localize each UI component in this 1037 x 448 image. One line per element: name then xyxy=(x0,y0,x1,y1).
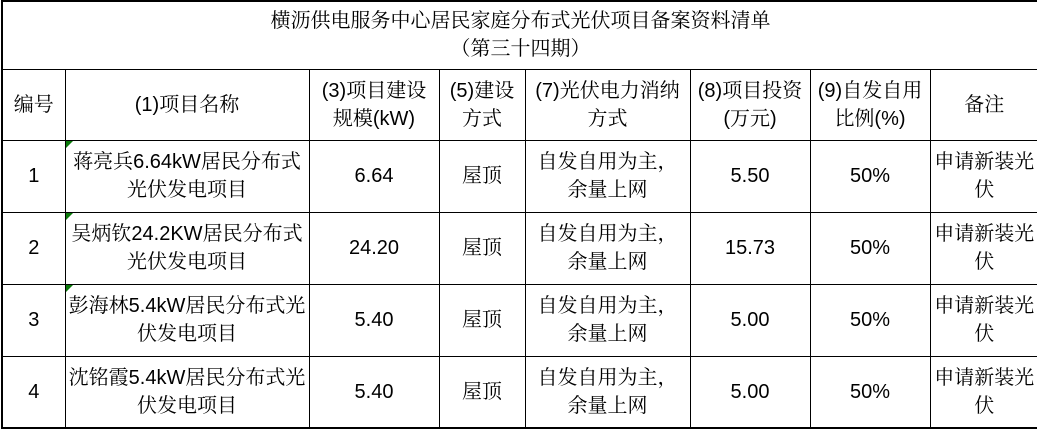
cell-investment: 15.73 xyxy=(690,212,810,284)
cell-self-use-ratio: 50% xyxy=(810,212,930,284)
project-name-text: 蒋亮兵6.64kW居民分布式光伏发电项目 xyxy=(73,151,301,201)
cell-self-use-ratio: 50% xyxy=(810,284,930,356)
cell-no: 2 xyxy=(2,212,65,284)
table-row xyxy=(2,140,1037,212)
cell-build-type: 屋顶 xyxy=(439,212,525,284)
error-indicator-icon xyxy=(66,285,73,292)
cell-consumption: 自发自用为主，余量上网 xyxy=(525,212,690,284)
cell-consumption: 自发自用为主，余量上网 xyxy=(525,284,690,356)
cell-remark: 申请新装光伏 xyxy=(930,140,1037,212)
cell-scale: 5.40 xyxy=(309,356,439,428)
cell-consumption: 自发自用为主，余量上网 xyxy=(525,140,690,212)
col-header-scale: (3)项目建设规模(kW) xyxy=(309,69,439,140)
cell-self-use-ratio: 50% xyxy=(810,356,930,428)
col-header-self-use-ratio: (9)自发自用比例(%) xyxy=(810,69,930,140)
cell-investment: 5.50 xyxy=(690,140,810,212)
cell-project-name xyxy=(65,356,309,428)
project-name-text: 沈铭霞5.4kW居民分布式光伏发电项目 xyxy=(68,366,306,417)
col-header-remark: 备注 xyxy=(930,69,1037,140)
cell-build-type: 屋顶 xyxy=(439,140,525,212)
table-title-row xyxy=(2,1,1037,69)
col-header-no: 编号 xyxy=(2,69,65,140)
cell-project-name xyxy=(65,212,309,284)
table-row xyxy=(2,356,1037,428)
cell-no: 1 xyxy=(2,140,65,212)
cell-scale: 5.40 xyxy=(309,284,439,356)
page-title xyxy=(2,1,1037,69)
cell-build-type: 屋顶 xyxy=(439,284,525,356)
col-header-project-name: (1)项目名称 xyxy=(65,69,309,140)
project-name-text: 吴炳钦24.2KW居民分布式光伏发电项目 xyxy=(71,223,303,273)
cell-remark: 申请新装光伏 xyxy=(930,356,1037,428)
error-indicator-icon xyxy=(66,213,73,220)
cell-project-name xyxy=(65,140,309,212)
cell-no: 4 xyxy=(2,356,65,428)
col-header-investment: (8)项目投资(万元) xyxy=(690,69,810,140)
cell-remark: 申请新装光伏 xyxy=(930,284,1037,356)
cell-scale: 24.20 xyxy=(309,212,439,284)
cell-build-type: 屋顶 xyxy=(439,356,525,428)
cell-investment: 5.00 xyxy=(690,284,810,356)
pv-project-record-table xyxy=(1,0,1037,429)
page-title-line1: 横沥供电服务中心居民家庭分布式光伏项目备案资料清单 xyxy=(270,10,771,33)
cell-project-name xyxy=(65,284,309,356)
table-row xyxy=(2,212,1037,284)
project-name-text: 彭海林5.4kW居民分布式光伏发电项目 xyxy=(68,295,306,345)
cell-no: 3 xyxy=(2,284,65,356)
col-header-consumption: (7)光伏电力消纳方式 xyxy=(525,69,690,140)
table-row xyxy=(2,284,1037,356)
cell-self-use-ratio: 50% xyxy=(810,140,930,212)
cell-remark: 申请新装光伏 xyxy=(930,212,1037,284)
error-indicator-icon xyxy=(66,141,73,148)
col-header-build-type: (5)建设方式 xyxy=(439,69,525,140)
cell-investment: 5.00 xyxy=(690,356,810,428)
page-title-line2: （第三十四期） xyxy=(450,38,591,61)
cell-scale: 6.64 xyxy=(309,140,439,212)
table-header-row xyxy=(2,69,1037,140)
cell-consumption: 自发自用为主，余量上网 xyxy=(525,356,690,428)
